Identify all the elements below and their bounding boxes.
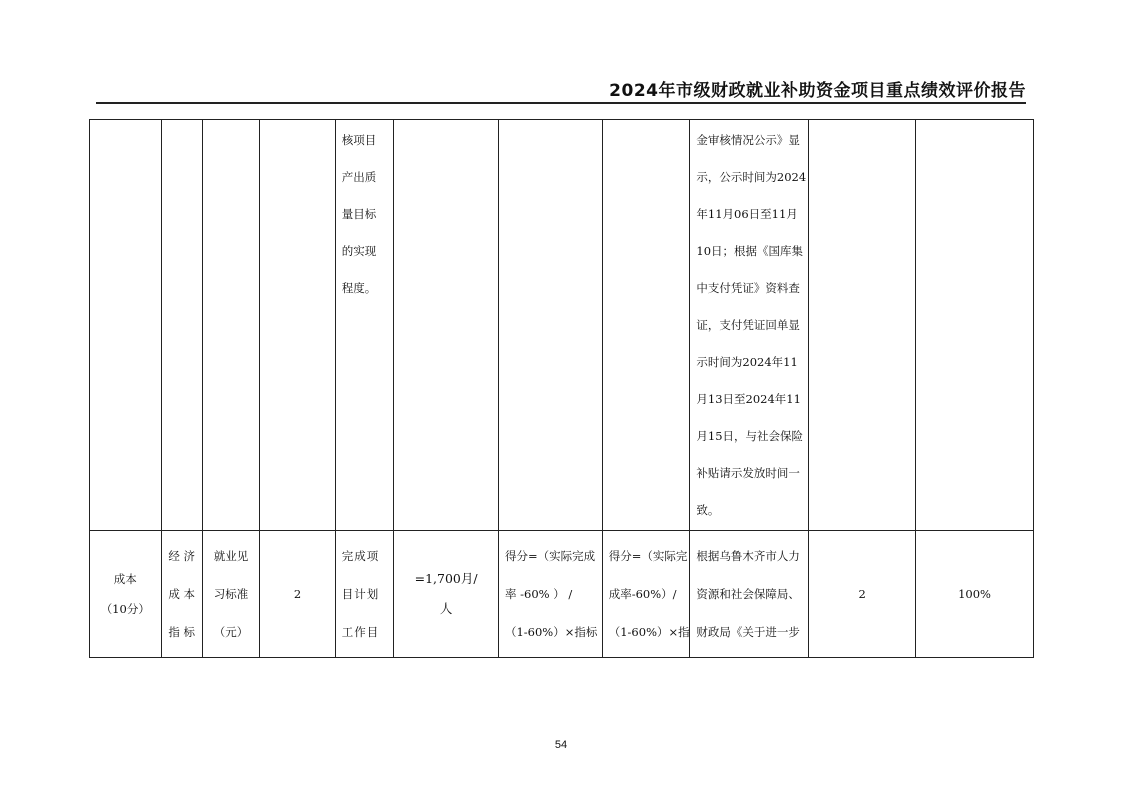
category-cell: 成本 （10分） bbox=[100, 572, 150, 616]
scoring-rule-applied: 得分=（实际完 成率-60%）/ （1-60%）×指 bbox=[608, 549, 690, 639]
header-rule bbox=[96, 102, 1026, 104]
target-value: =1,700月/ 人 bbox=[414, 571, 478, 616]
indicator-level1: 经 济 成 本 指 标 bbox=[168, 549, 195, 639]
table-cell bbox=[90, 531, 162, 658]
table-row bbox=[90, 531, 1034, 658]
table-cell bbox=[602, 531, 690, 658]
table-cell bbox=[809, 531, 916, 658]
page-number: 54 bbox=[554, 739, 568, 751]
table-cell bbox=[335, 120, 393, 531]
score-rate: 100% bbox=[958, 587, 991, 601]
evidence-description: 根据乌鲁木齐市人力 资源和社会保障局、 财政局《关于进一步 bbox=[696, 549, 800, 639]
table-cell bbox=[498, 120, 602, 531]
indicator-description: 完成项 目计划 工作目 bbox=[341, 549, 380, 639]
weight-value: 2 bbox=[293, 587, 302, 601]
evaluation-table bbox=[89, 119, 1034, 658]
table-cell bbox=[916, 531, 1034, 658]
table-cell bbox=[498, 531, 602, 658]
table-cell bbox=[690, 531, 809, 658]
table-cell bbox=[690, 120, 809, 531]
table-cell bbox=[202, 531, 259, 658]
table-cell bbox=[90, 120, 162, 531]
cell-text: 金审核情况公示》显 示，公示时间为2024 年11月06日至11月 10日；根据《国库集 中支付凭证》资料查 证，支付凭证回单显 示时间为2024年11 月13日至2024年11 月15日，与社会保险 补贴请示发放时间一 致。 bbox=[696, 133, 807, 517]
table-cell bbox=[916, 120, 1034, 531]
table-cell bbox=[161, 120, 202, 531]
score-value: 2 bbox=[858, 587, 866, 601]
report-title: 2024年市级财政就业补助资金项目重点绩效评价报告 bbox=[609, 81, 1026, 101]
table-cell bbox=[161, 531, 202, 658]
table-cell bbox=[260, 531, 336, 658]
table-cell bbox=[394, 531, 499, 658]
table-cell bbox=[809, 120, 916, 531]
table-cell bbox=[394, 120, 499, 531]
table-cell bbox=[202, 120, 259, 531]
indicator-level2: 就业见 习标准 （元） bbox=[213, 549, 249, 639]
table-cell bbox=[335, 531, 393, 658]
table-cell bbox=[260, 120, 336, 531]
table-row bbox=[90, 120, 1034, 531]
table-cell bbox=[602, 120, 690, 531]
cell-text: 核项目 产出质 量目标 的实现 程度。 bbox=[341, 133, 377, 295]
scoring-rule: 得分=（实际完成 率 -60% ） / （1-60%）×指标 bbox=[504, 549, 598, 639]
